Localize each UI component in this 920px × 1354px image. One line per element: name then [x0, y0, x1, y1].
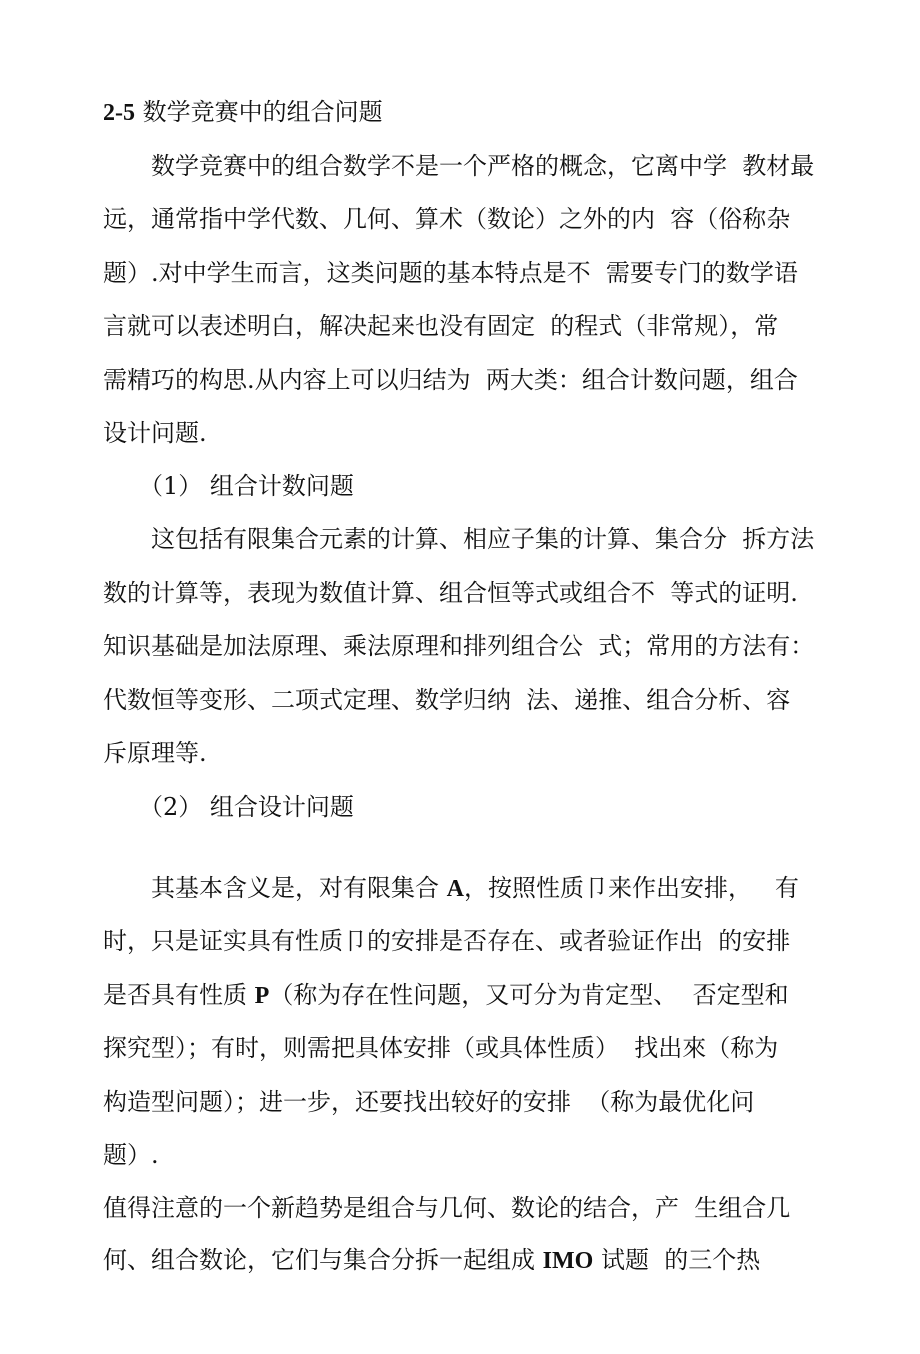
- subsection-heading-2: （2） 组合设计问题: [103, 793, 354, 821]
- intro-line-3: 题）.对中学生而言，这类问题的基本特点是不 需要专门的数学语: [103, 259, 798, 287]
- section-title: [103, 97, 383, 128]
- section2-line-3-rest: （称为存在性问题，又可分为肯定型、 否定型和: [269, 981, 789, 1009]
- section2-line-1-text: 其基本含义是，对有限集合: [103, 874, 447, 902]
- closing-line-1: 值得注意的一个新趋势是组合与几何、数论的结合，产 生组合几: [103, 1194, 791, 1222]
- section1-line-5: 斥原理等.: [103, 739, 207, 767]
- property-symbol-p: P: [254, 983, 270, 1009]
- intro-line-1: 数学竞赛中的组合数学不是一个严格的概念，它离中学 教材最: [103, 152, 815, 180]
- closing-line-2-text: 何、组合数论，它们与集合分拆一起组成: [103, 1246, 543, 1274]
- section2-line-4: 探究型）；有时，则需把具体安排（或具体性质） 找出來（称为: [103, 1034, 779, 1062]
- section1-line-3: 知识基础是加法原理、乘法原理和排列组合公 式；常用的方法有：: [103, 632, 815, 660]
- subsection-heading-1: （1） 组合计数问题: [103, 472, 354, 500]
- imo-abbreviation: IMO: [542, 1248, 594, 1274]
- section2-line-3: [103, 980, 789, 1011]
- section2-line-5: 构造型问题）；进一步，还要找出较好的安排 （称为最优化问: [103, 1088, 755, 1116]
- intro-line-5: 需精巧的构思.从内容上可以归结为 两大类：组合计数问题，组合: [103, 366, 798, 394]
- set-symbol-a: A: [446, 876, 464, 902]
- section2-line-1: [103, 873, 799, 904]
- intro-line-6: 设计问题.: [103, 419, 207, 447]
- section2-line-2: 时，只是证实具有性质卩的安排是否存在、或者验证作出 的安排: [103, 927, 791, 955]
- section1-line-2: 数的计算等，表现为数值计算、组合恒等式或组合不 等式的证明.: [103, 579, 798, 607]
- section1-line-1: 这包括有限集合元素的计算、相应子集的计算、集合分 拆方法: [103, 525, 815, 553]
- section2-line-3-text: 是否具有性质: [103, 981, 255, 1009]
- intro-line-4: 言就可以表述明白，解决起来也没有固定 的程式（非常规），常: [103, 312, 779, 340]
- closing-line-2-rest: 试题 的三个热: [593, 1246, 761, 1274]
- section-number: 2-5: [103, 100, 135, 126]
- intro-line-2: 远，通常指中学代数、几何、算术（数论）之外的内 容（俗称杂: [103, 205, 791, 233]
- section1-line-4: 代数恒等变形、二项式定理、数学归纳 法、递推、组合分析、容: [103, 686, 791, 714]
- section2-line-1-rest: ，按照性质卩来作出安排， 有: [463, 874, 799, 902]
- closing-line-2: [103, 1245, 760, 1276]
- section-title-text: 数学竞赛中的组合问题: [135, 98, 383, 126]
- section2-line-6: 题）.: [103, 1141, 159, 1169]
